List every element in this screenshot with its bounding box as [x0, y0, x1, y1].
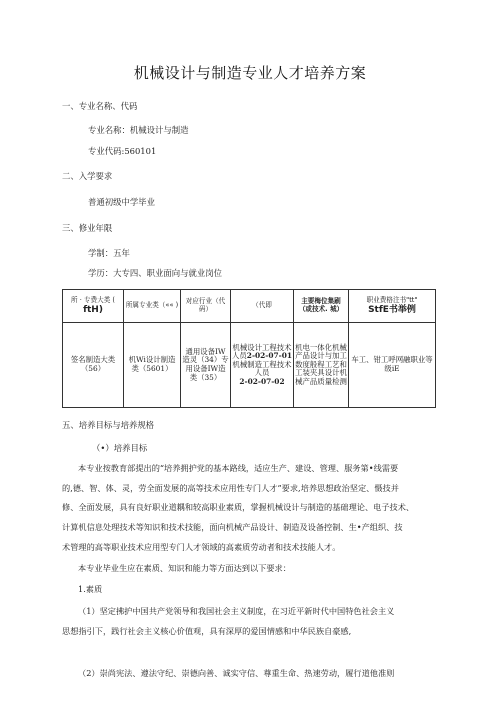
table-cell: 签名制造大类（56） [63, 323, 124, 408]
paragraph-line: （1）坚定拂护中国共产党领导和我国社会主义制度，在习近平新时代中国特色社会主义 [78, 606, 395, 616]
table-header-cell: 主要梅位集刷（或技术. 城） [294, 290, 349, 323]
table-header-row [63, 290, 436, 323]
major-code: 专业代码:560101 [88, 146, 157, 156]
paragraph-line: 的,德、智、体、灵，劳全面发展的高等技术应用性专门人才”要求,培养思想政治坚定、慑技并 [62, 483, 399, 493]
table-header-cell: 所属专业类（«« ) [124, 290, 181, 323]
table-header-cell: 对应行业（代码） [181, 290, 231, 323]
table-cell: 机械设计工程技术人员2-02-07-01机械制造工程技术人员 2-02-07-02 [231, 323, 294, 408]
admission-requirement: 普通初级中学毕业 [88, 197, 155, 207]
table-cell: 通用设备IW造灵（34）专用设备IW造类（35） [181, 323, 231, 408]
paragraph-line: 本专业毕业生应在素质、知识和能力等方面达到以下要求： [78, 563, 291, 573]
major-name: 专业名称：机械设计与制造 [88, 125, 189, 135]
subsection-heading: （•）培养目标 [92, 443, 148, 453]
table-header-cell: 所 · 专费大类 ( ftH) [63, 290, 124, 323]
section-3-heading: 三、修业年限 [62, 223, 113, 233]
table-cell: 车工、钳工呼网融职业等级iE [349, 323, 436, 408]
study-years: 学制：五年 [88, 248, 130, 258]
section-1-heading: 一、专业名称、代码 [62, 101, 138, 111]
degree-line: 学历：大专四、职业面向与就业岗位 [88, 268, 222, 278]
table-cell: 机Wi设计制造类（5601） [124, 323, 181, 408]
page-title: 机械设计与制造专业人才培养方案 [133, 64, 367, 82]
paragraph-line: 本专业按教育部提出的“培养拥护党的基本路线，适应生产、建设、管理、服务第•线需要 [78, 463, 399, 473]
section-5-heading: 五、培养目标与培养规格 [62, 420, 155, 430]
table-header-cell: （代即 [231, 290, 294, 323]
item-heading: 1.素质 [78, 584, 103, 594]
paragraph-line: 修、全面发展，具有良好职业道耦和较高职业素质，掌握机械设计与制造的基础理论、电子技术、 [62, 502, 415, 512]
paragraph-line: 思想指引下，践行社会主义核心价值观，具有深厚的爱国情感和中华民族自豪感, [62, 626, 352, 636]
paragraph-line: 计算机信息处理技术等知识和技术技能，面向机械产品设计、制造及设备控制、生•产组织、技 [62, 522, 403, 532]
table-header-cell: 职业费格注书"tt" StfE书举例 [349, 290, 436, 323]
table-cell: 机电一体化机械产品设计与加工数度般程工艺和工装夹具设计机械产品质量检测 [294, 323, 349, 408]
career-table [62, 289, 436, 408]
section-2-heading: 二、入学要求 [62, 171, 113, 181]
paragraph-line: （2）崇尚宪法、遵法守纪、崇德向善、诚实守信、尊重生命、热速劳动，履行道他准则 [78, 668, 395, 678]
table-row [63, 323, 436, 408]
paragraph-line: 术管理的高等职业技术应用型专门人才领域的高素质劳动者和技术技能人才。 [62, 542, 341, 552]
